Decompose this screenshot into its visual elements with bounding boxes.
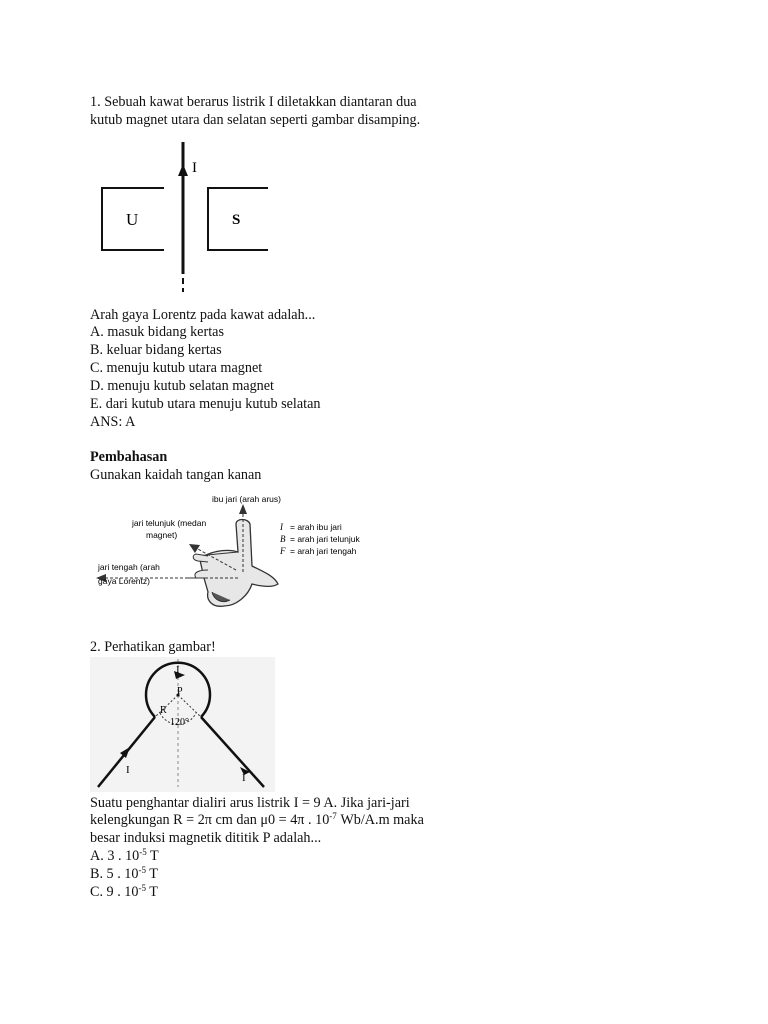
middle-label-1: jari tengah (arah xyxy=(98,562,160,572)
q1-text-line-1: 1. Sebuah kawat berarus listrik I diletakkan diantaran dua xyxy=(90,94,417,110)
svg-text:= arah ibu jari: = arah ibu jari xyxy=(290,522,342,532)
north-pole-label: U xyxy=(126,210,139,229)
angle-label: 120° xyxy=(170,717,189,728)
mu-exponent: -7 xyxy=(329,811,337,821)
magnet-wire-figure xyxy=(90,138,280,298)
svg-text:= arah jari tengah: = arah jari tengah xyxy=(290,546,357,556)
q1-option-e: E. dari kutub utara menuju kutub selatan xyxy=(90,396,321,412)
index-label-1: jari telunjuk (medan xyxy=(132,518,207,528)
right-current-label: I xyxy=(242,772,246,784)
svg-text:B: B xyxy=(280,534,286,544)
circular-conductor-figure xyxy=(90,657,275,792)
current-label: I xyxy=(192,160,197,176)
q2-heading: 2. Perhatikan gambar! xyxy=(90,639,216,655)
middle-label-2: gaya Lorentz) xyxy=(98,576,150,586)
arc-current-label: I xyxy=(176,664,180,676)
current-arrow xyxy=(178,164,188,176)
q2-text-line-2: kelengkungan R = 2π cm dan μ0 = 4π . $10^{-7}$ Wb/A.m maka xyxy=(90,811,424,828)
hand-rule-legend xyxy=(279,522,360,556)
svg-text:F: F xyxy=(280,546,286,556)
point-p-label: P xyxy=(177,686,183,697)
hand-icon xyxy=(200,520,278,607)
svg-text:I: I xyxy=(280,522,283,532)
q1-question: Arah gaya Lorentz pada kawat adalah... xyxy=(90,307,316,323)
q1-option-d: D. menuju kutub selatan magnet xyxy=(90,378,275,394)
q1-answer: ANS: A xyxy=(90,414,136,430)
q1-option-c: C. menuju kutub utara magnet xyxy=(90,360,263,376)
discussion-heading: Pembahasan xyxy=(90,449,168,465)
q2-text-line-1: Suatu penghantar dialiri arus listrik I = 9 A. Jika jari-jari xyxy=(90,795,410,811)
left-current-label: I xyxy=(126,764,130,776)
svg-text:= arah jari telunjuk: = arah jari telunjuk xyxy=(290,534,360,544)
q2-option-a: A. 3 . $10^{-5}$ T xyxy=(90,847,159,864)
south-pole-label: S xyxy=(232,212,241,228)
q1-option-b: B. keluar bidang kertas xyxy=(90,342,222,358)
q2-option-c: C. 9 . $10^{-5}$ T xyxy=(90,883,158,900)
right-hand-rule-figure xyxy=(88,492,388,617)
q2-text-line-3: besar induksi magnetik dititik P adalah... xyxy=(90,830,322,846)
index-label-2: magnet) xyxy=(146,530,178,540)
radius-label: R xyxy=(160,705,167,716)
q1-text-line-2: kutub magnet utara dan selatan seperti gambar disamping. xyxy=(90,112,421,128)
thumb-label: ibu jari (arah arus) xyxy=(212,494,281,504)
q1-option-a: A. masuk bidang kertas xyxy=(90,324,224,340)
discussion-text: Gunakan kaidah tangan kanan xyxy=(90,467,262,483)
q2-option-b: B. 5 . $10^{-5}$ T xyxy=(90,865,158,882)
